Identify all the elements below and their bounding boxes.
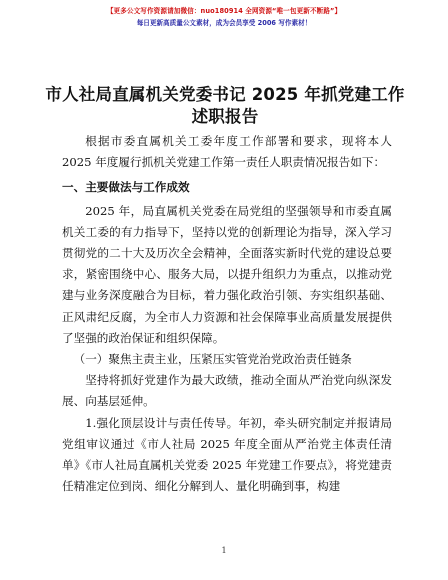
intro-paragraph: 根据市委直属机关工委年度工作部署和要求，现将本人 2025 年度履行抓机关党建工作第一责任人职责情况报告如下： [62, 134, 392, 170]
section-heading-1: 一、主要做法与工作成效 [62, 180, 190, 195]
promo-banner-line-2: 每日更新高质量公文素材，成为会员享受 2006 写作素材！ [136, 19, 312, 27]
subsection-heading-1: （一）聚焦主责主业，压紧压实管党治党政治责任链条 [73, 352, 352, 367]
paragraph-3: 1.强化顶层设计与责任传导。年初，牵头研究制定并报请局党组审议通过《市人社局 2025 年度全面从严治党主体责任清单》《市人社局直属机关党委 2025 年党建工作要点》，将党建责任精准定位到岗、细化分解到人、量化明确到事，构建 [62, 415, 392, 494]
paragraph-1: 2025 年，局直属机关党委在局党组的坚强领导和市委直属机关工委的有力指导下，坚持以党的创新理论为指导，深入学习贯彻党的二十大及历次全会精神，全面落实新时代党的建设总要求，紧密围绕中心、服务大局，以提升组织力为重点，以推动党建与业务深度融合为目标，着力强化政治引领、夯实组织基础、正风肃纪反腐，为全市人力资源和社会保障事业高质量发展提供了坚强的政治保证和组织保障。 [62, 203, 392, 345]
page-number: 1 [221, 546, 227, 555]
document-body [62, 131, 392, 497]
promo-banner-line-1: 【更多公文写作资源请加微信：nuo180914 全网资源“唯一包更新不断路”】 [106, 7, 342, 15]
paragraph-2: 坚持将抓好党建作为最大政绩，推动全面从严治党向纵深发展、向基层延伸。 [62, 373, 392, 409]
document-title: 市人社局直属机关党委书记 2025 年抓党建工作述职报告 [45, 85, 405, 126]
